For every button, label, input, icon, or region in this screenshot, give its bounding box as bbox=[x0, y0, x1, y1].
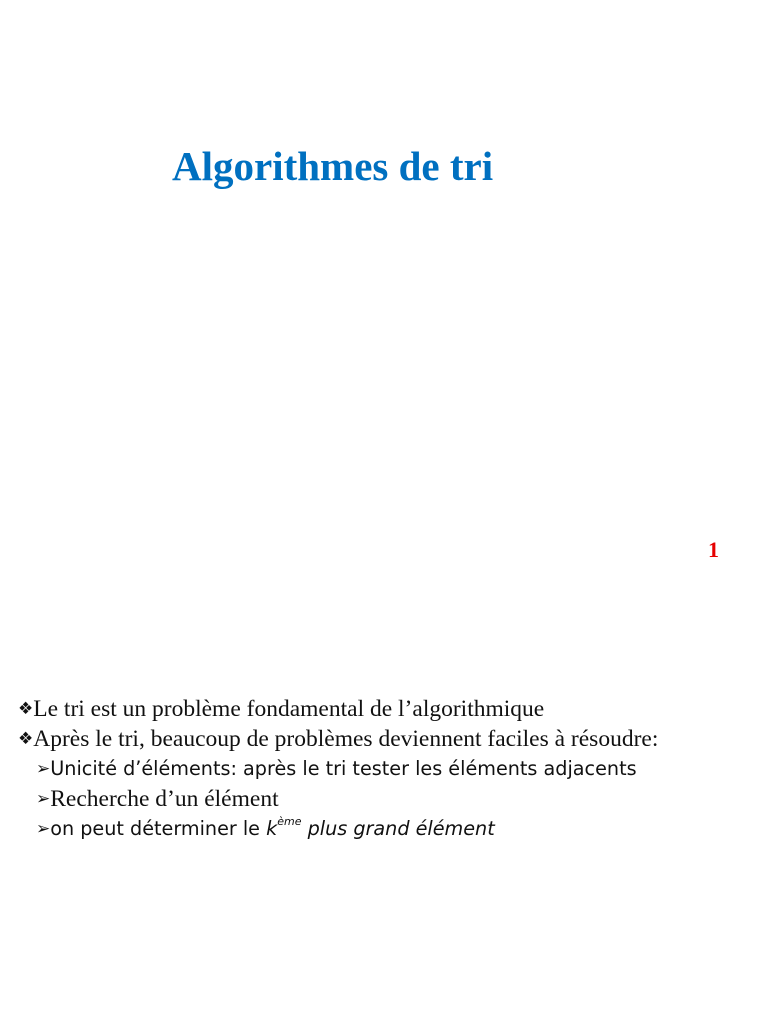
sub-bullet-item-1 bbox=[18, 754, 763, 784]
diamond-bullet-icon: ❖ bbox=[18, 729, 34, 749]
diamond-bullet-icon: ❖ bbox=[18, 699, 34, 719]
bullet-text-1: Le tri est un problème fondamental de l’algorithmique bbox=[33, 696, 545, 722]
sub-bullet-item-2 bbox=[18, 784, 763, 814]
sub-bullet-item-3 bbox=[18, 814, 763, 844]
sub-bullet-text-3-suffix: plus grand élément bbox=[301, 817, 495, 840]
kth-variable: k bbox=[266, 817, 278, 840]
kth-superscript: ème bbox=[277, 815, 302, 828]
arrow-bullet-icon: ➢ bbox=[36, 819, 51, 839]
slide-title: Algorithmes de tri bbox=[172, 143, 494, 189]
sub-bullet-text-3-prefix: on peut déterminer le bbox=[50, 817, 267, 840]
arrow-bullet-icon: ➢ bbox=[36, 789, 51, 809]
bullet-list bbox=[18, 694, 763, 844]
sub-bullet-text-1: Unicité d’éléments: après le tri tester les éléments adjacents bbox=[50, 757, 637, 780]
bullet-item-2 bbox=[18, 724, 763, 754]
arrow-bullet-icon: ➢ bbox=[36, 759, 51, 779]
page-number: 1 bbox=[708, 537, 719, 562]
bullet-text-2: Après le tri, beaucoup de problèmes deviennent faciles à résoudre: bbox=[33, 726, 659, 752]
bullet-item-1 bbox=[18, 694, 763, 724]
sub-bullet-text-2: Recherche d’un élément bbox=[50, 786, 279, 812]
